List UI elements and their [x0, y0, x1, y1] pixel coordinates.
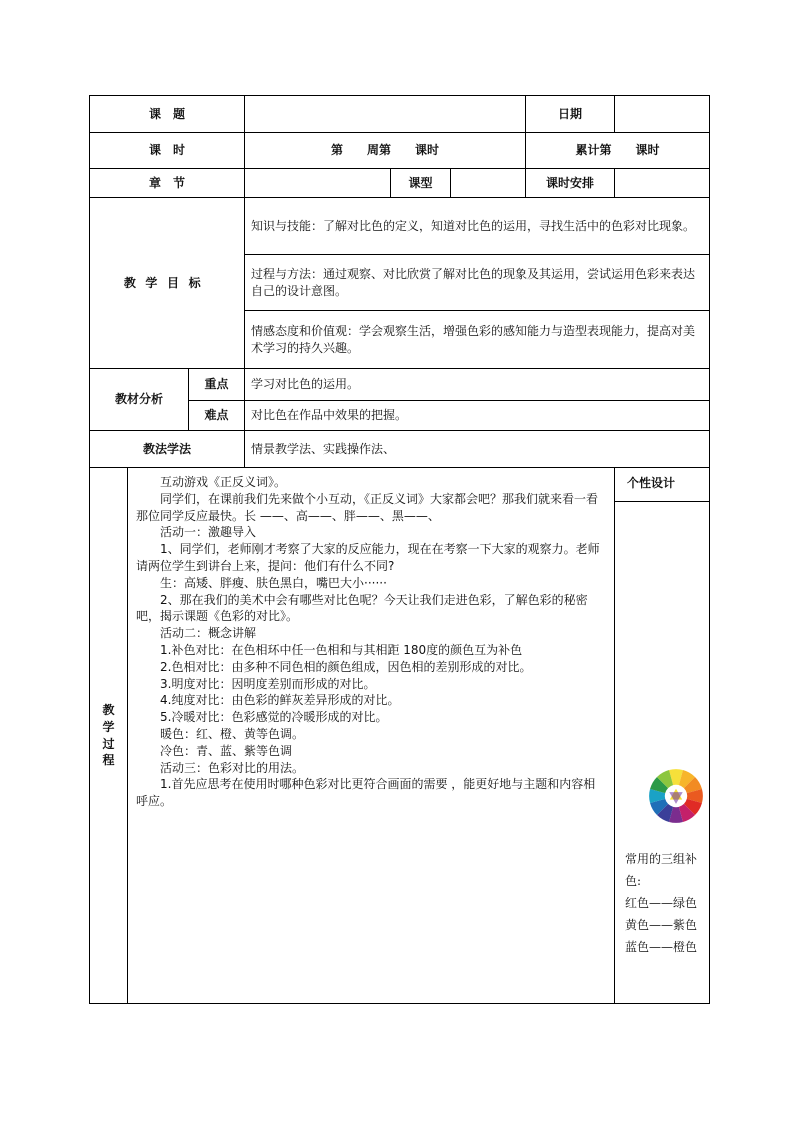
paragraph: 1.首先应思考在使用时哪种色彩对比更符合画面的需要 ，能更好地与主题和内容相呼应。: [136, 777, 596, 809]
date-label: 日期: [526, 96, 615, 133]
schedule-label: 课时安排: [526, 169, 615, 198]
type-value: [451, 169, 526, 198]
paragraph: 暖色：红、橙、黄等色调。: [160, 726, 305, 741]
paragraph: 5.冷暖对比：色彩感觉的冷暖形成的对比。: [160, 710, 388, 725]
difficulty-value: 对比色在作品中效果的把握。: [245, 401, 710, 431]
topic-value: [245, 96, 526, 133]
objectives-label: 教学目标: [90, 198, 245, 369]
row-key-point: [90, 369, 710, 401]
objective-process: 过程与方法：通过观察、对比欣赏了解对比色的现象及其运用，尝试运用色彩来表达自己的设计意图。: [245, 255, 710, 311]
process-char: 程: [102, 753, 115, 768]
complementary-colors: [625, 848, 709, 958]
topic-label: 课 题: [90, 96, 245, 133]
paragraph: 活动二：概念讲解: [160, 626, 257, 641]
comp-pair-yellow-purple: 黄色——紫色: [625, 918, 698, 932]
key-value: 学习对比色的运用。: [245, 369, 710, 401]
hours-label: 课 时: [90, 133, 245, 169]
paragraph: 1.补色对比：在色相环中任一色相和与其相距 180度的颜色互为补色: [160, 642, 523, 657]
paragraph: 1、同学们，老师刚才考察了大家的反应能力，现在在考察一下大家的观察力。老师请两位学生到讲台上来，提问：他们有什么不同?: [136, 542, 600, 573]
personal-design: [615, 468, 710, 1004]
paragraph: 2、那在我们的美术中会有哪些对比色呢？今天让我们走进色彩，了解色彩的秘密吧，揭示课题《色彩的对比》。: [136, 592, 588, 624]
type-label: 课型: [391, 169, 451, 198]
hours-value: 第 周第 课时: [245, 133, 526, 169]
methods-label: 教法学法: [90, 431, 245, 468]
date-value: [615, 96, 710, 133]
paragraph: 4.纯度对比：由色彩的鲜灰差异形成的对比。: [160, 693, 400, 708]
schedule-value: [615, 169, 710, 198]
row-objective-knowledge: [90, 198, 710, 255]
row-hours: [90, 133, 710, 169]
paragraph: 同学们，在课前我们先来做个小互动，《正反义词》大家都会吧？那我们就来看一看那位同学反应最快。长 ——、高——、胖——、黑——、: [136, 491, 599, 523]
total-hours: 累计第 课时: [526, 133, 710, 169]
lesson-plan-table: [89, 95, 710, 1004]
color-wheel-icon: [648, 768, 704, 824]
objective-knowledge: 知识与技能：了解对比色的定义，知道对比色的运用，寻找生活中的色彩对比现象。: [245, 198, 710, 255]
paragraph: 2.色相对比：由多种不同色相的颜色组成，因色相的差别形成的对比。: [160, 659, 532, 674]
paragraph: 3.明度对比：因明度差别而形成的对比。: [160, 676, 376, 691]
difficulty-label: 难点: [189, 401, 245, 431]
chapter-label: 章 节: [90, 169, 245, 198]
personal-design-title: 个性设计: [615, 468, 709, 502]
row-process: [90, 468, 710, 1004]
row-topic: [90, 96, 710, 133]
comp-pair-blue-orange: 蓝色——橙色: [625, 940, 698, 954]
paragraph: 活动三：色彩对比的用法。: [160, 760, 305, 775]
paragraph: 冷色：青、蓝、紫等色调: [160, 743, 293, 758]
comp-title: 常用的三组补色:: [625, 852, 698, 888]
paragraph: 活动一：激趣导入: [160, 525, 257, 540]
paragraph: 生：高矮、胖瘦、肤色黑白，嘴巴大小······: [160, 575, 387, 590]
methods-value: 情景教学法、实践操作法、: [245, 431, 710, 468]
process-char: 过: [102, 736, 115, 751]
key-label: 重点: [189, 369, 245, 401]
process-char: 教: [102, 702, 115, 717]
analysis-label: 教材分析: [90, 369, 189, 431]
process-content: [128, 468, 615, 1004]
row-chapter: [90, 169, 710, 198]
row-methods: [90, 431, 710, 468]
process-char: 学: [102, 719, 115, 734]
chapter-value: [245, 169, 391, 198]
objective-emotion: 情感态度和价值观：学会观察生活，增强色彩的感知能力与造型表现能力，提高对美术学习的持久兴趣。: [245, 311, 710, 369]
paragraph: 互动游戏《正反义词》。: [160, 475, 287, 489]
comp-pair-red-green: 红色——绿色: [625, 896, 698, 910]
process-label: [90, 468, 128, 1004]
